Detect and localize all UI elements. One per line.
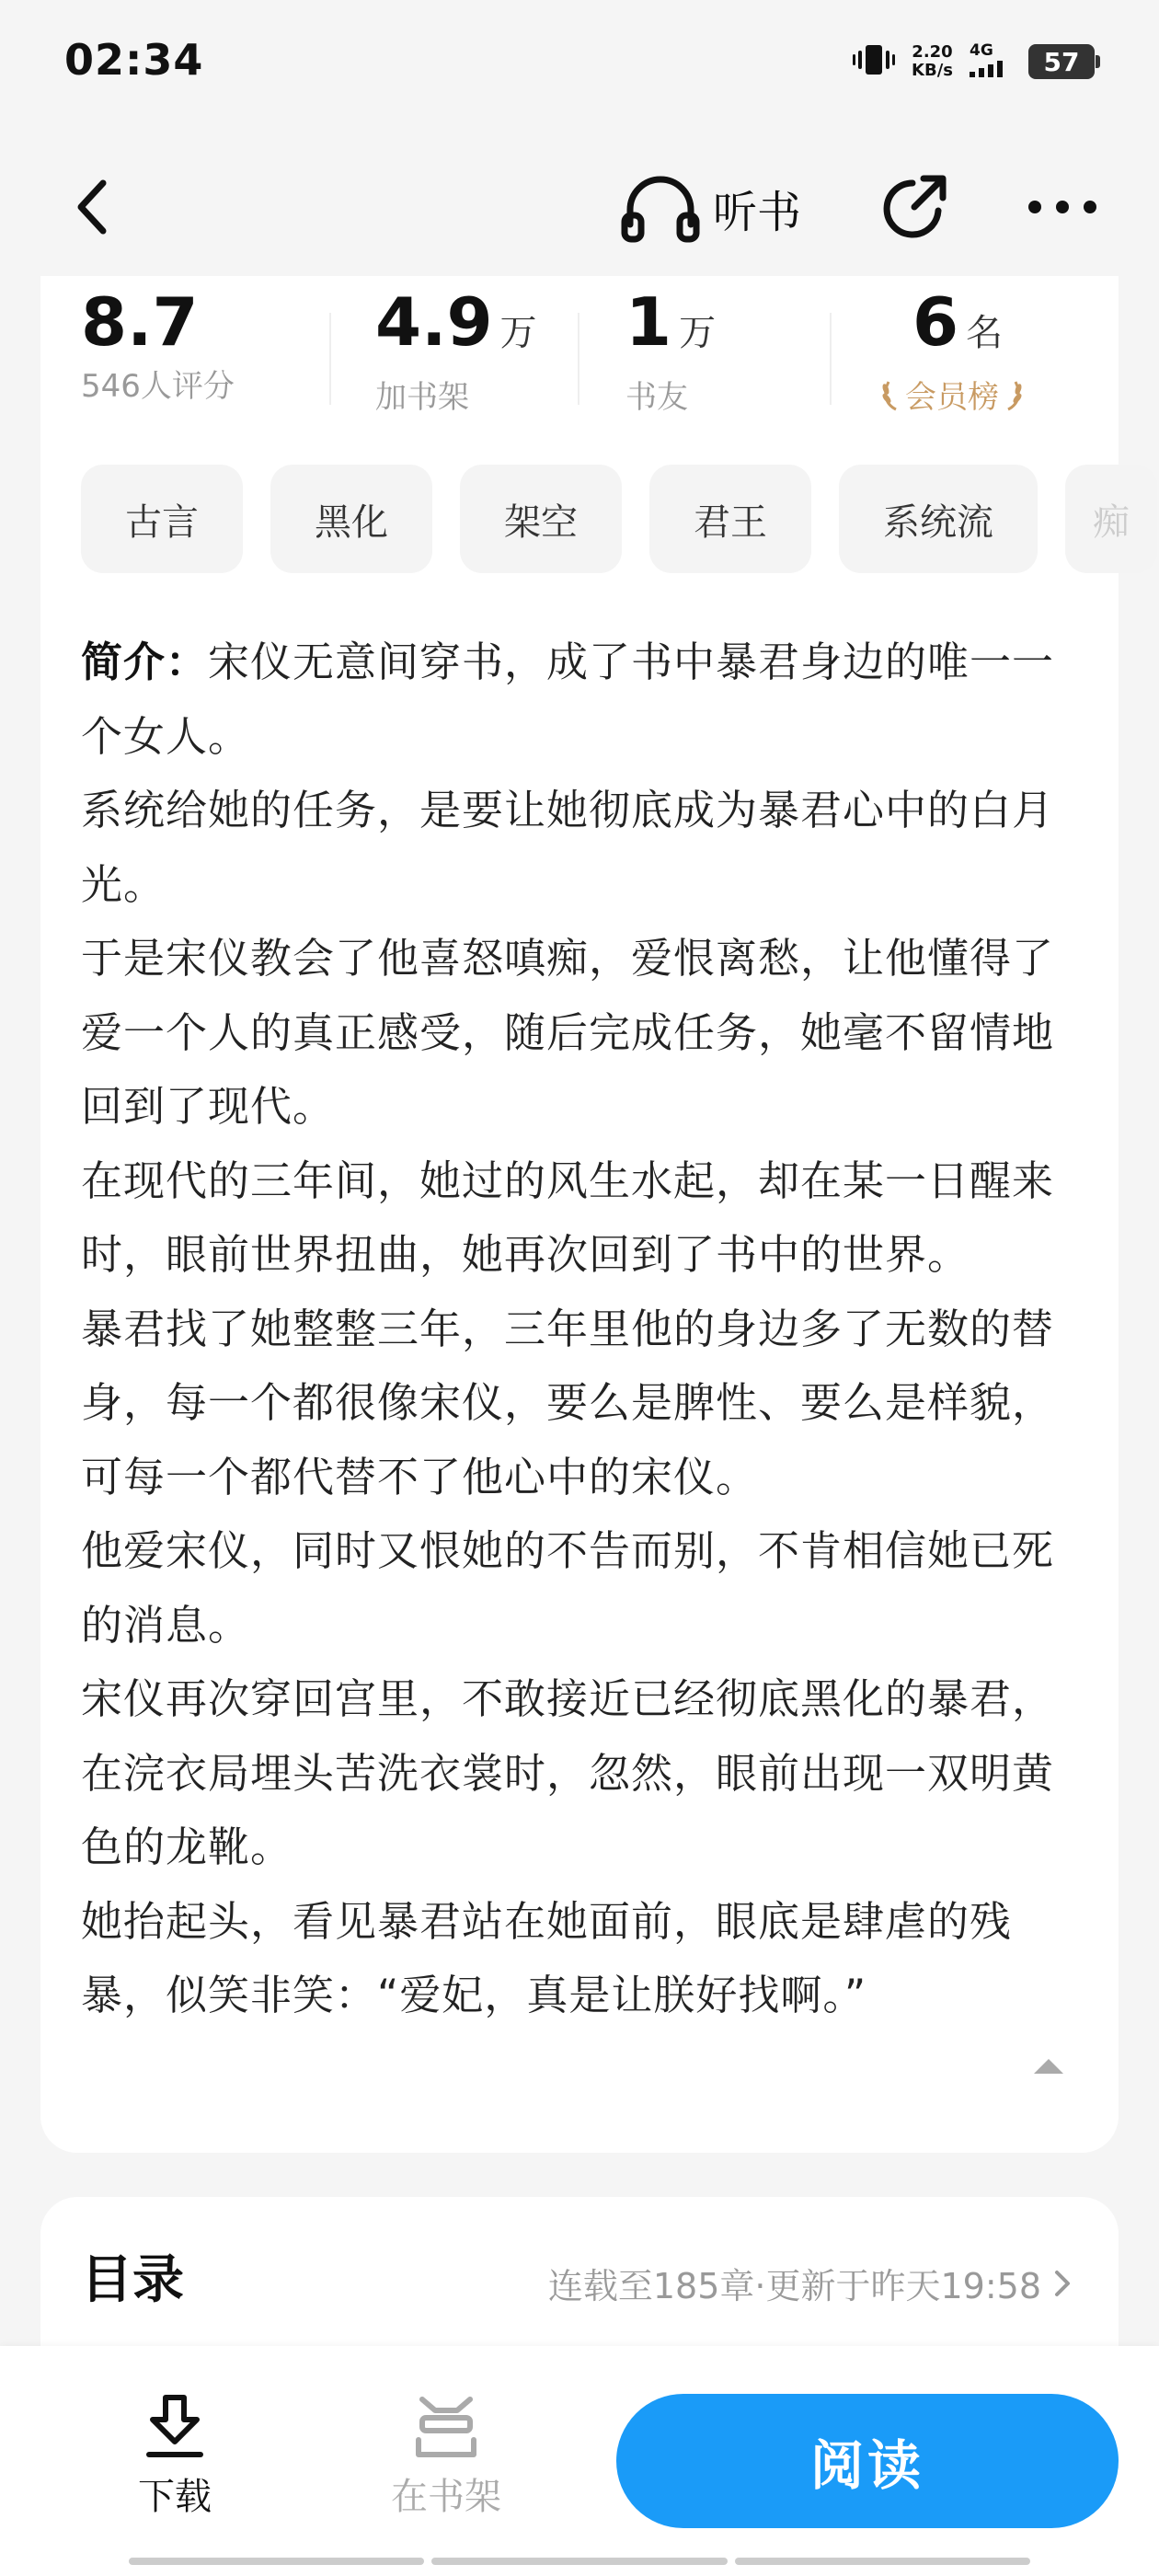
stats-row xyxy=(40,276,1119,423)
stat-rating[interactable] xyxy=(81,283,235,406)
back-button[interactable] xyxy=(64,175,120,239)
stat-shelf-adds[interactable] xyxy=(375,283,537,417)
toc-card[interactable] xyxy=(40,2197,1119,2363)
chevron-right-icon xyxy=(1054,2270,1071,2297)
signal-icon xyxy=(970,59,1012,81)
on-shelf-label: 在书架 xyxy=(391,2476,501,2518)
download-label: 下载 xyxy=(138,2476,212,2518)
synopsis-paragraph: 她抬起头，看见暴君站在她面前，眼底是肆虐的残暴，似笑非笑：“爱妃，真是让朕好找啊。” xyxy=(81,1896,1013,2019)
listen-button[interactable] xyxy=(621,171,801,245)
synopsis-paragraph: 宋仪再次穿回宫里，不敢接近已经彻底黑化的暴君，在浣衣局埋头苦洗衣裳时，忽然，眼前出现一双明黄色的龙靴。 xyxy=(81,1674,1055,1871)
share-icon xyxy=(879,170,951,242)
stat-rank[interactable] xyxy=(879,283,1025,417)
more-options-button[interactable] xyxy=(1021,175,1104,239)
battery-indicator: 57 xyxy=(1028,44,1095,79)
download-button[interactable] xyxy=(110,2392,239,2530)
stat-friends[interactable] xyxy=(625,283,716,417)
on-shelf-button[interactable] xyxy=(373,2392,520,2530)
shelf-adds-label: 加书架 xyxy=(375,379,469,416)
vibrate-icon xyxy=(853,41,895,82)
laurel-left-icon xyxy=(879,376,900,413)
status-indicators xyxy=(853,39,1095,85)
rating-value: 8.7 xyxy=(81,283,199,361)
status-time: 02:34 xyxy=(64,35,204,85)
synopsis-paragraph: 在现代的三年间，她过的风生水起，却在某一日醒来时，眼前世界扭曲，她再次回到了书中的世界。 xyxy=(81,1156,1055,1279)
toc-title: 目录 xyxy=(81,2250,184,2310)
synopsis-paragraph: 宋仪无意间穿书，成了书中暴君身边的唯一一个女人。 xyxy=(81,638,1055,761)
toc-status xyxy=(548,2258,1071,2308)
divider xyxy=(578,313,580,405)
bottom-action-bar xyxy=(0,2346,1159,2576)
friends-value: 1 xyxy=(625,283,672,361)
synopsis-paragraph: 暴君找了她整整三年，三年里他的身边多了无数的替身，每一个都很像宋仪，要么是脾性、要么是样貌，可每一个都代替不了他心中的宋仪。 xyxy=(81,1304,1055,1501)
headphones-icon xyxy=(621,173,700,243)
download-icon xyxy=(142,2392,208,2462)
synopsis-label: 简介： xyxy=(81,638,209,686)
tag-chip[interactable]: 系统流 xyxy=(839,465,1038,573)
toc-status-text: 连载至185章·更新于昨天19:58 xyxy=(547,2266,1041,2306)
network-speed-unit: KB/s xyxy=(912,61,953,80)
network-type: 4G xyxy=(970,41,993,60)
book-info-card xyxy=(40,276,1130,2153)
friends-label: 书友 xyxy=(625,379,688,416)
home-indicator xyxy=(129,2558,1030,2565)
read-button[interactable]: 阅读 xyxy=(616,2394,1119,2528)
synopsis-paragraph: 于是宋仪教会了他喜怒嗔痴，爱恨离愁，让他懂得了爱一个人的真正感受，随后完成任务，她毫不留情地回到了现代。 xyxy=(81,934,1055,1131)
nav-bar xyxy=(0,147,1159,267)
chevron-left-icon xyxy=(74,178,110,236)
rating-label: 546人评分 xyxy=(81,368,235,405)
shelf-adds-unit: 万 xyxy=(499,312,537,354)
synopsis[interactable] xyxy=(81,626,1074,2033)
laurel-right-icon xyxy=(1004,376,1025,413)
tag-chip[interactable]: 痴 xyxy=(1065,465,1157,573)
tag-chip[interactable]: 古言 xyxy=(81,465,243,573)
tag-chip[interactable]: 架空 xyxy=(460,465,622,573)
network-speed-value: 2.20 xyxy=(912,42,953,62)
tags-row xyxy=(81,465,1130,573)
synopsis-paragraph: 他爱宋仪，同时又恨她的不告而别，不肯相信她已死的消息。 xyxy=(81,1526,1055,1650)
collapse-arrow-icon[interactable] xyxy=(1030,2052,1067,2079)
friends-unit: 万 xyxy=(679,312,717,354)
rank-label: 会员榜 xyxy=(905,379,999,416)
divider xyxy=(329,313,331,405)
tag-chip[interactable]: 君王 xyxy=(649,465,811,573)
rank-unit: 名 xyxy=(966,312,1004,354)
bookshelf-icon xyxy=(409,2392,483,2462)
share-button[interactable] xyxy=(878,169,952,243)
rank-value: 6 xyxy=(912,283,959,361)
network-speed xyxy=(912,43,953,80)
synopsis-paragraph: 系统给她的任务，是要让她彻底成为暴君心中的白月光。 xyxy=(81,786,1055,909)
more-dots-icon xyxy=(1026,198,1099,216)
listen-label: 听书 xyxy=(713,186,802,238)
divider xyxy=(830,313,832,405)
shelf-adds-value: 4.9 xyxy=(375,283,493,361)
tag-chip[interactable]: 黑化 xyxy=(270,465,432,573)
status-bar xyxy=(0,0,1159,129)
